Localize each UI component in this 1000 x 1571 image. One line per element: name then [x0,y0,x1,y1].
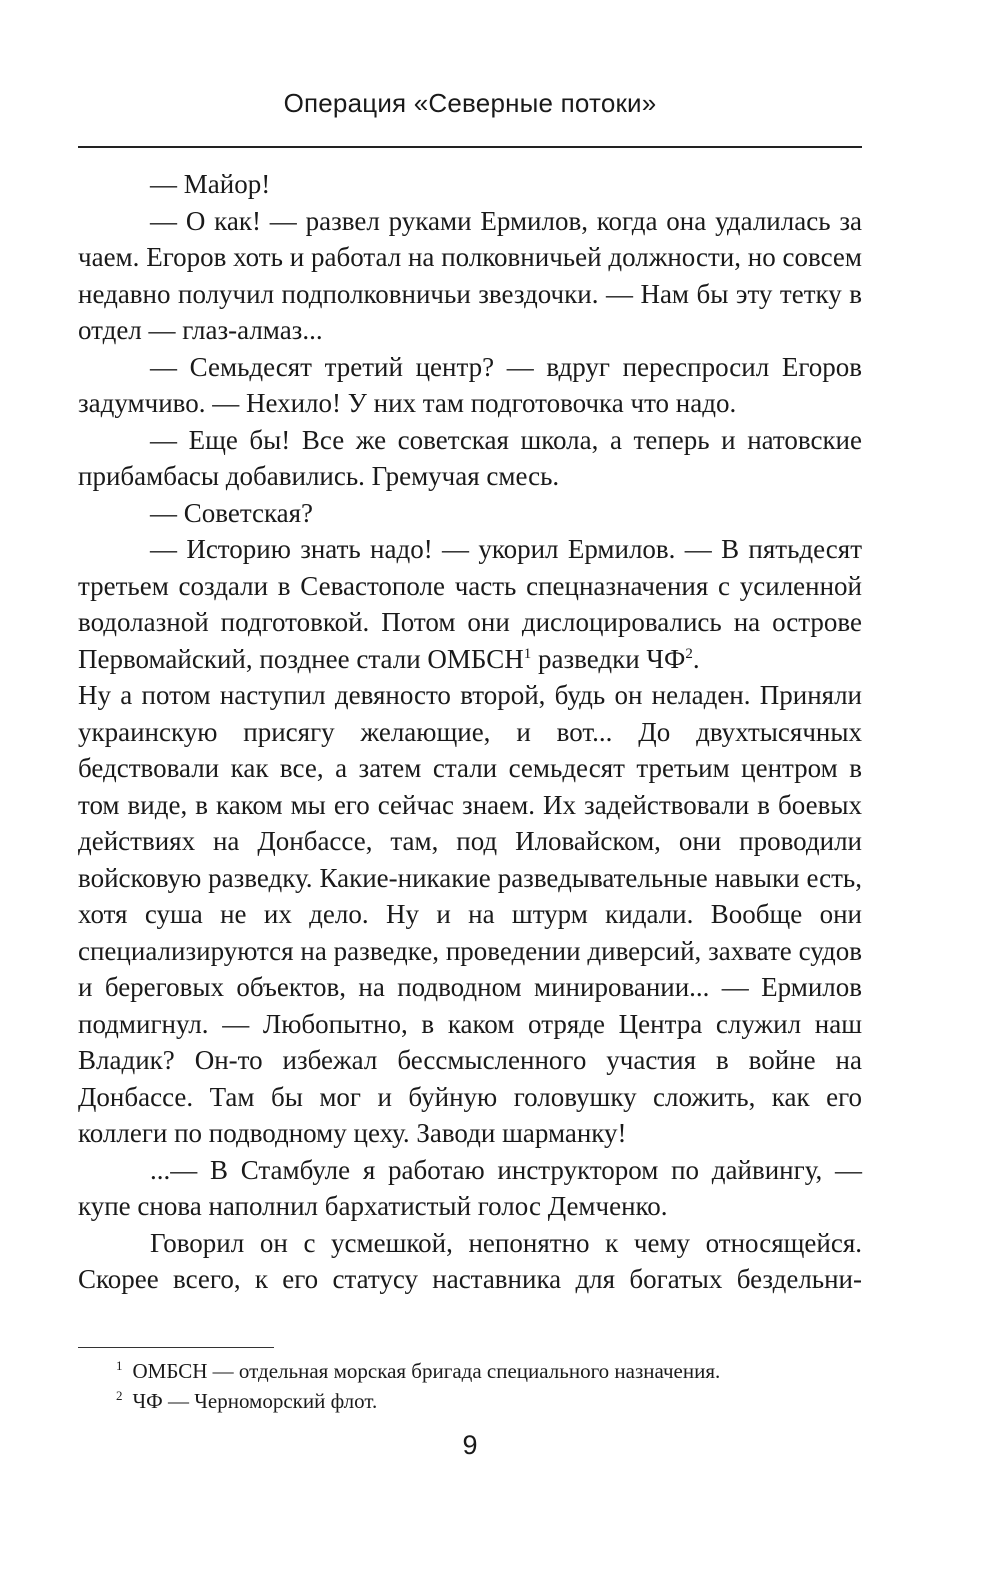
paragraph-text: разведки ЧФ [531,643,686,674]
footnote-rule [78,1347,274,1348]
paragraph-text: — Историю знать надо! — укорил Ермилов. — В пятьдесят третьем создали в Севастополе часть спецназначения с усиленной водолазной подготовкой. Потом они дислоцировались на острове Первомайский, позднее стали ОМБСН [78,534,862,674]
footnotes [78,1356,862,1416]
page-number: 9 [462,1430,478,1460]
running-header [78,88,862,119]
footnote-mark: 2 [116,1388,123,1403]
paragraph: Говорил он с усмешкой, непонятно к чему относящейся. Скорее всего, к его статусу наставника для богатых бездельни- [78,1227,862,1294]
paragraph: — Советская? [150,497,314,528]
paragraph: Ну а потом наступил девяносто второй, будь он неладен. Приняли украинскую присягу желающие, и вот... До двухтысячных бедствовали как все, а затем стали семьдесят третьим центром в том виде, в каком мы его сейчас знаем. Их задействовали в боевых действиях на Донбассе, там, под Иловайском, они проводили войсковую разведку. Какие-никакие разведывательные навыки есть, хотя суша не их дело. Ну и на штурм кидали. Вообще они специализируются на разведке, проведении диверсий, захвате судов и береговых объектов, на подводном минировании... — Ермилов подмигнул. — Любопытно, в каком отряде Центра служил наш Владик? Он-то избежал бессмысленного участия в войне на Донбассе. Там бы мог и буйную головушку сложить, как его коллеги по подводному цеху. Заводи шарманку! [78,680,862,1148]
paragraph-text: . [692,643,700,674]
paragraph: — Майор! [150,169,271,199]
footnote-mark: 1 [116,1358,123,1373]
footnote-ref-1[interactable]: 1 [523,645,532,662]
footnote-ref-2[interactable]: 2 [685,645,693,662]
footnote-2 [78,1386,862,1416]
header-rule [78,146,862,148]
footnote-1 [78,1356,862,1386]
paragraph: — Семьдесят третий центр? — вдруг переспросил Егоров задумчиво. — Нехило! У них там подготовочка что надо. [78,351,862,418]
main-text [78,166,862,1298]
book-title: Операция «Северные потоки» [283,88,657,118]
paragraph-with-footnotes [78,531,862,677]
paragraph: — О как! — развел руками Ермилов, когда она удалилась за чаем. Егоров хоть и работал на полковничьей должности, но совсем недавно получил подполковничьи звездочки. — Нам бы эту тетку в отдел — глаз-алмаз... [78,205,862,345]
paragraph: ...— В Стамбуле я работаю инструктором по дайвингу, — купе снова наполнил бархатистый голос Демченко. [78,1154,862,1221]
paragraph: — Еще бы! Все же советская школа, а теперь и натовские прибамбасы добавились. Гремучая смесь. [78,424,862,491]
footnote-text: ЧФ — Черноморский флот. [132,1389,378,1413]
footnote-text: ОМБСН — отдельная морская бригада специального назначения. [132,1359,721,1383]
